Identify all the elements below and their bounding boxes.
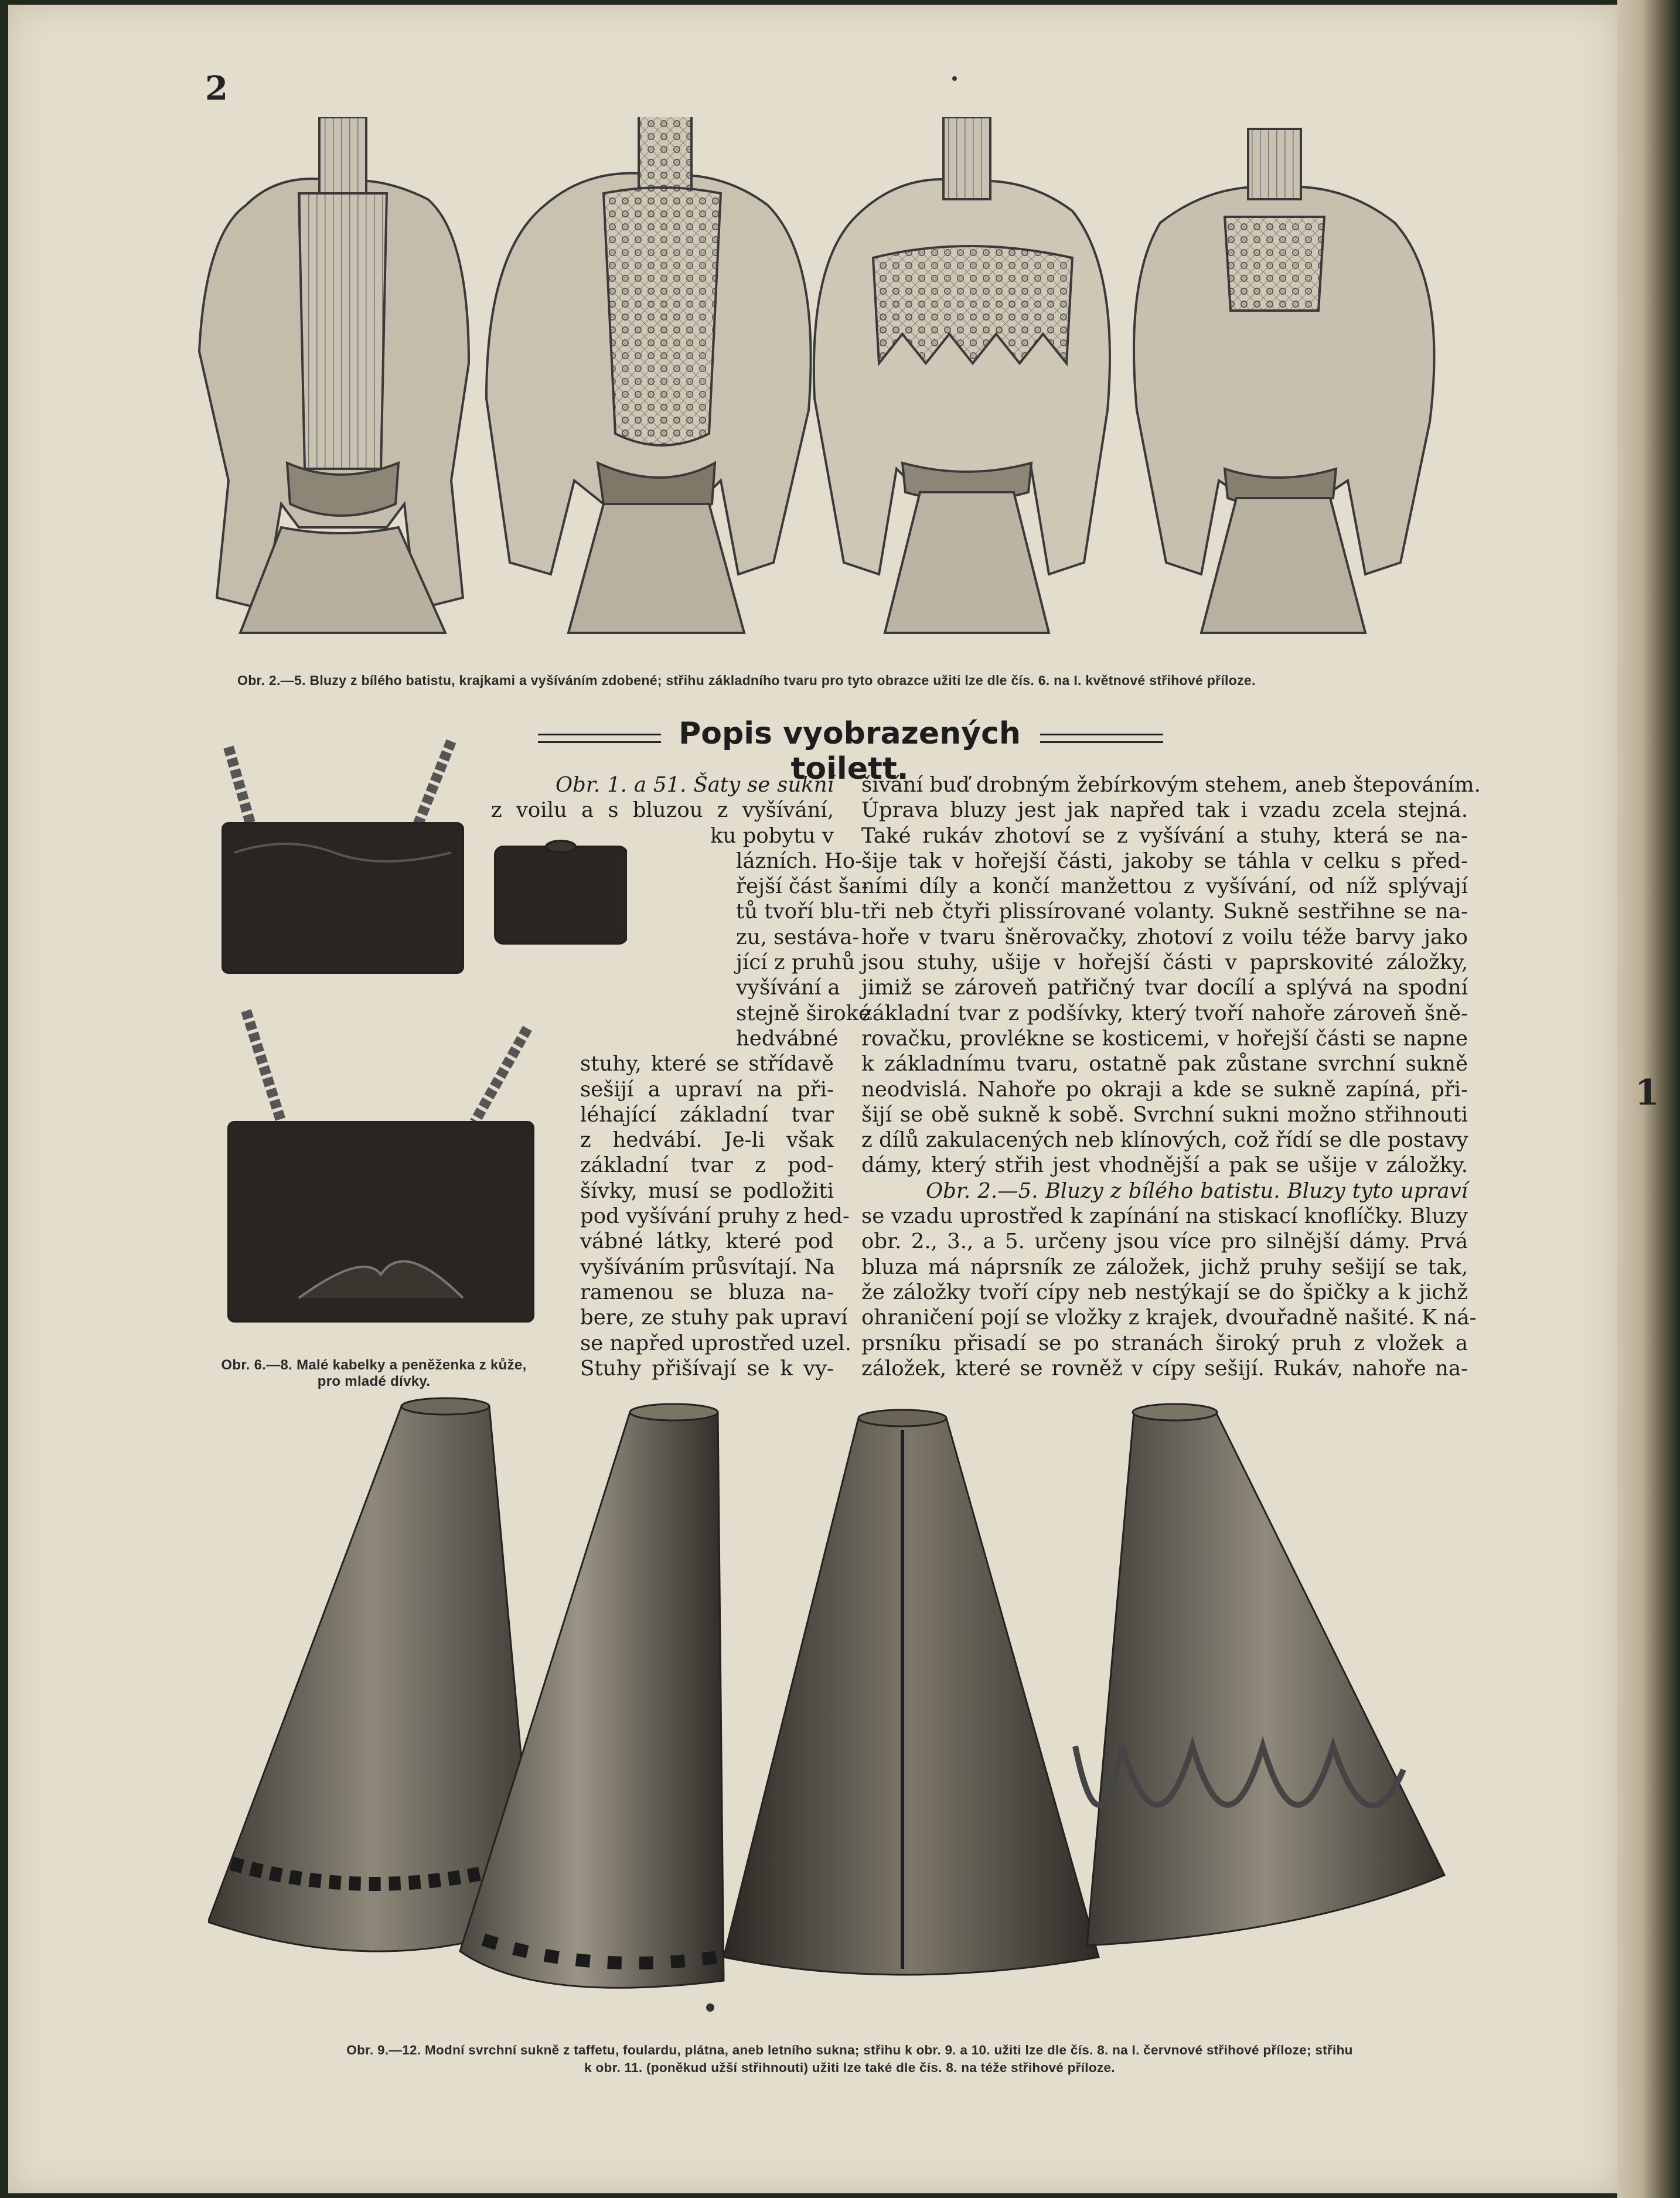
col2-line-12: k základnímu tvaru, ostatně pak zůstane svrchní sukně (861, 1052, 1468, 1076)
col1-line-12: stuhy, které se střídavě (580, 1052, 834, 1076)
blouses-caption: Obr. 2.—5. Bluzy z bílého batistu, krajkami a vyšíváním zdobené; střihu základního tvaru pro tyto obrazce užiti lze dle čís. 6. na I. květnové střihové příloze. (237, 673, 1256, 688)
col2-line-9: jimiž se zároveň patřičný tvar docílí a splývá na spodní (861, 976, 1468, 1000)
blouse-1 (199, 117, 469, 633)
col1-line-20: vyšíváním průsvítají. Na (580, 1255, 835, 1279)
col2-line-14: šijí se obě sukně k sobě. Svrchní sukni možno střihnouti (861, 1102, 1468, 1127)
col2-line-21: že záložky tvoří cípy neb nestýkají se do špičky a k jichž (861, 1280, 1468, 1304)
skirts-illustration (208, 1395, 1474, 2010)
page-number: 2 (205, 69, 228, 108)
col1-line-15: z hedvábí. Je-li však (580, 1128, 834, 1153)
bag-1 (223, 741, 463, 973)
col1-line-17: šívky, musí se podložiti (580, 1178, 834, 1203)
col1-line-3: ku pobytu v (710, 823, 834, 848)
col2-line-19: obr. 2., 3., a 5. určeny jsou více pro silnější dámy. Prvá (861, 1229, 1468, 1254)
article-heading: Popis vyobrazených toilett. (679, 716, 1021, 786)
skirts-caption (223, 2042, 1477, 2077)
col1-line-16: základní tvar z pod- (580, 1153, 834, 1178)
bags-caption-line-1: Obr. 6.—8. Malé kabelky a peněženka z kůže, (221, 1357, 527, 1373)
col1-line-18: pod vyšívání pruhy z hed- (580, 1204, 850, 1229)
col2-line-15: z dílů zakulacených neb klínových, což řídí se dle postavy (861, 1128, 1468, 1153)
col1-line-10: stejně široké (736, 1001, 871, 1025)
col2-line-8: jsou stuhy, ušije v hořejší části v paprskovité záložky, (861, 950, 1468, 975)
col2-line-2: Úprava bluzy jest jak napřed tak i vzadu zcela stejná. (861, 798, 1468, 823)
margin-mark: 1 (1635, 1072, 1659, 1113)
blouse-3 (814, 117, 1110, 633)
col2-line-13: neodvislá. Nahoře po okraji a kde se sukně zapíná, při- (861, 1077, 1468, 1102)
col1-line-7: zu, sestáva- (736, 925, 860, 949)
bag-2 (229, 1011, 533, 1321)
col1-line-2: z voilu a s bluzou z vyšívání, (491, 798, 834, 823)
col2-line-16: dámy, který střih jest vhodnější a pak se ušije v záložky. (861, 1153, 1468, 1178)
blouse-4 (1134, 129, 1434, 633)
bags-caption-line-2: pro mladé dívky. (317, 1374, 431, 1389)
skirt-4 (1075, 1404, 1444, 1945)
heading-rule-left (538, 734, 661, 743)
col1-line-9: vyšívání a (736, 976, 840, 1000)
col2-line-11: rovačku, provlékne se kosticemi, v hořejší části se napne (861, 1026, 1468, 1051)
heading-rule-right (1040, 734, 1163, 743)
col2-line-7: hoře v tvaru šněrovačky, zhotoví z voilu téže barvy jako (861, 925, 1468, 949)
article-column-2 (861, 772, 1481, 1381)
article-column-1 (491, 772, 871, 1381)
col1-line-19: vábné látky, které pod (580, 1229, 834, 1254)
col1-line-8: jící z pruhů (736, 950, 856, 975)
blouse-2 (486, 117, 811, 633)
col2-line-4: šije tak v hořejší části, jakoby se táhla v celku s před- (861, 848, 1468, 873)
col1-line-24: Stuhy přišívají se k vy- (580, 1356, 834, 1381)
col2-line-10: základní tvar z podšívky, který tvoří nahoře zároveň šně- (861, 1001, 1468, 1025)
col2-line-5: ními díly a končí manžettou z vyšívání, od níž splývají (861, 874, 1468, 899)
col1-line-6: tů tvoří blu- (736, 899, 861, 924)
skirts-caption-line-1: Obr. 9.—12. Modní svrchní sukně z taffetu, foulardu, plátna, aneb letního sukna; střihu k obr. 9. a 10. užiti lze dle čís. 8. na I. červnové střihové příloze; střihu (346, 2043, 1353, 2057)
col2-line-17-text: Obr. 2.—5. Bluzy z bílého batistu. Bluzy tyto upraví (926, 1178, 1468, 1203)
col1-line-14: léhající základní tvar (580, 1102, 834, 1127)
ink-dot (952, 76, 957, 81)
col1-line-11: hedvábné (736, 1026, 839, 1051)
skirt-3 (724, 1410, 1099, 1975)
col1-line-22: bere, ze stuhy pak upraví (580, 1306, 848, 1330)
col2-line-18: se vzadu uprostřed k zapínání na stiskací knoflíčky. Bluzy (861, 1204, 1468, 1229)
blouses-illustration (193, 117, 1465, 645)
skirts-caption-line-2: k obr. 11. (poněkud užší střihnouti) užiti lze také dle čís. 8. na téže střihové příloze. (584, 2060, 1115, 2075)
col1-line-13: sešijí a upraví na při- (580, 1077, 834, 1102)
col1-line-23: se napřed uprostřed uzel. (580, 1331, 851, 1355)
col2-line-23: prsníku přisadí se po stranách široký pruh z vložek a (861, 1331, 1468, 1355)
col1-line-21: ramenou se bluza na- (580, 1280, 834, 1304)
col2-line-22: ohraničení pojí se vložky z krajek, dvouřadně našité. K ná- (861, 1306, 1477, 1330)
col2-line-3: Také rukáv zhotoví se z vyšívání a stuhy, která se na- (861, 823, 1468, 848)
col2-line-17 (861, 1178, 1468, 1204)
col2-line-6: tři neb čtyři plissírované volanty. Sukně sestřihne se na- (861, 899, 1468, 924)
col1-line-5: řejší část ša- (736, 874, 869, 899)
col1-line-1 (491, 772, 834, 798)
col2-line-1: šívání buď drobným žebírkovým stehem, aneb štepováním. (861, 773, 1481, 797)
col1-line-4: lázních. Ho- (736, 848, 863, 873)
col2-line-24: záložek, které se rovněž v cípy sešijí. Rukáv, nahoře na- (861, 1356, 1468, 1381)
col1-line-1-text: Obr. 1. a 51. Šaty se sukní (556, 773, 834, 797)
col2-line-20: bluza má náprsník ze záložek, jichž pruhy sešijí se tak, (861, 1255, 1468, 1279)
